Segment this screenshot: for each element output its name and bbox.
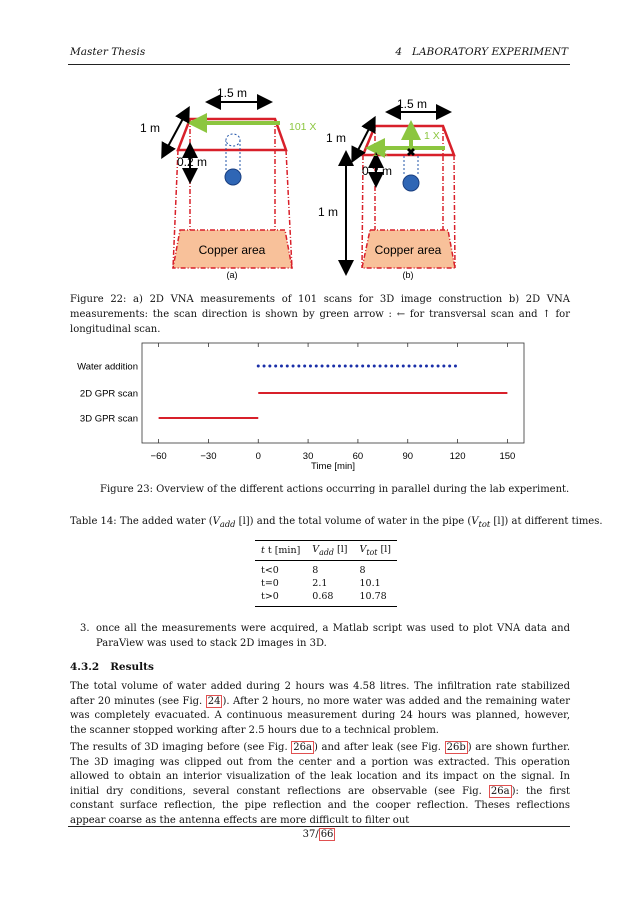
- table-row: t>0 0.68 10.78: [261, 591, 387, 602]
- x-tick-label: 60: [352, 451, 364, 462]
- x-tick-label: 150: [499, 451, 516, 462]
- list-item-text: once all the measurements were acquired, a Matlab script was used to plot VNA data and ParaView was used to stack 2D images in 3D.: [96, 623, 570, 649]
- header-right: 4 LABORATORY EXPERIMENT: [395, 46, 568, 58]
- x-tick-label: 120: [449, 451, 466, 462]
- list-item-number: 3.: [80, 623, 90, 634]
- table-row: t=0 2.1 10.1: [261, 578, 381, 589]
- col-header-vadd: $V_{add}$ [l]: [312, 544, 348, 557]
- figure-link[interactable]: 24: [207, 695, 221, 707]
- figure-22: [0, 80, 638, 290]
- x-tick-label: 30: [302, 451, 314, 462]
- series-label: 3D GPR scan: [79, 413, 138, 425]
- offset-label-a: 0.2 m: [177, 155, 208, 169]
- crossing-icon: ✖: [406, 147, 416, 159]
- pipe-a: [225, 169, 241, 185]
- x-tick-label: 90: [402, 451, 414, 462]
- table-14: [255, 540, 397, 607]
- col-header-t: t t [min]: [261, 545, 301, 556]
- x-tick-label: 0: [255, 451, 261, 462]
- pipe-b: [403, 175, 419, 191]
- figure-23-chart: [0, 333, 638, 478]
- scan-label-b1: 1 X: [424, 130, 440, 142]
- figure-22-caption: Figure 22: a) 2D VNA measurements of 101 scans for 3D image construction b) 2D VNA measurements: the scan direction is shown by green arrow : ← for transversal scan and ↑ for longitudinal scan.: [70, 294, 570, 335]
- subcaption-a: (a): [226, 270, 238, 280]
- figure-22a-diagram: [140, 86, 316, 280]
- paragraph-2: The results of 3D imaging before (see Fig. 26a ) and after leak (see Fig. 26b ) are shown further. The 3D imaging was clipped out from the center and a portion was extracted. This operation allowed to obtain an interior visualization of the leak location and its impact on the signal. In initial dry conditions, several constant reflections are observable (see Fig. 26a ): the first constant surface reflection, the pipe reflection and the cooper reflection. Theses reflections appear coarse as the antenna effects are more difficult to filter out: [70, 742, 570, 826]
- depth-label-a: 1 m: [140, 121, 161, 135]
- header-left: Master Thesis: [70, 46, 146, 58]
- figure-link[interactable]: 26a: [293, 742, 312, 753]
- table-row: t<0 8 8: [261, 565, 366, 576]
- figure-22b-diagram: [318, 97, 455, 280]
- width-label-b: 1.5 m: [397, 97, 428, 111]
- x-axis-label: Time [min]: [311, 461, 355, 472]
- x-tick-label: −30: [200, 451, 217, 462]
- subcaption-b: (b): [402, 270, 414, 280]
- figure-23-caption: Figure 23: Overview of the different actions occurring in parallel during the lab experiment.: [100, 484, 570, 495]
- scan-label-b2: 1 X: [372, 147, 388, 159]
- scan-label-a: 101 X: [289, 121, 317, 133]
- paragraph-1: The total volume of water added during 2 hours was 4.58 litres. The infiltration rate stabilized after 20 minutes (see Fig. 24 ). After 2 hours, no more water was added and the remaining water was completely evacuated. A continuous measurement during 24 hours was planned, however, the scanner stopped working after 2.5 hours due to a technical problem.: [70, 681, 571, 736]
- x-tick-label: −60: [150, 451, 167, 462]
- col-header-vtot: $V_{tot}$ [l]: [359, 544, 391, 557]
- section-heading: 4.3.2 Results: [70, 661, 154, 673]
- header-rule: [68, 64, 570, 65]
- series-label: 2D GPR scan: [79, 388, 138, 400]
- footer-rule: [68, 826, 570, 827]
- copper-area-label-a: Copper area: [198, 243, 266, 257]
- offset-label-b: 0.2 m: [362, 164, 393, 178]
- figure-link[interactable]: 26b: [446, 742, 466, 753]
- figure-link[interactable]: 26a: [490, 785, 510, 797]
- copper-area-label-b: Copper area: [374, 243, 442, 257]
- width-label-a: 1.5 m: [217, 86, 248, 100]
- page-number: 37/ 66: [302, 829, 334, 840]
- total-pages-link[interactable]: 66: [320, 829, 334, 840]
- series-label: Water addition: [77, 361, 138, 373]
- height-label-b: 1 m: [318, 205, 339, 219]
- table-14-caption: Table 14: The added water ($V_{add}$ [l]) and the total volume of water in the pipe ($V_{tot}$ [l]) at different times.: [70, 516, 603, 529]
- depth-label-b: 1 m: [326, 131, 347, 145]
